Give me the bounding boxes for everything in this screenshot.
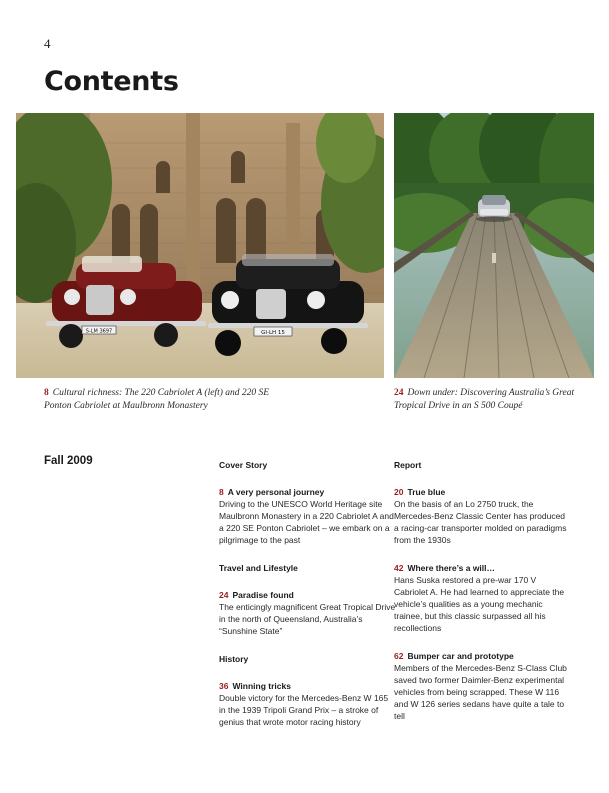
toc-entry-body: On the basis of an Lo 2750 truck, the Mercedes-Benz Classic Center has produced a racing-car transporter molded on paradigms from the 1930s xyxy=(394,499,567,545)
page-title: Contents xyxy=(44,66,179,97)
toc-entry-body: Double victory for the Mercedes-Benz W 165 in the 1939 Tripoli Grand Prix – a stroke of genius that wrote motor racing history xyxy=(219,693,389,727)
section-heading-travel: Travel and Lifestyle xyxy=(219,563,298,573)
caption-left-page: 8 xyxy=(44,388,49,398)
toc-entry[interactable] xyxy=(394,486,572,546)
toc-entry-body: The enticingly magnificent Great Tropical Drive in the north of Queensland, Australia’s “Sunshine State” xyxy=(219,602,396,636)
contents-column-right xyxy=(394,459,572,738)
toc-entry-body: Hans Suska restored a pre-war 170 V Cabriolet A. He had learned to appreciate the vehicle’s qualities as a young mechanic trainee, but this classic surpassed all his recollections xyxy=(394,575,565,633)
section-heading-history: History xyxy=(219,654,249,664)
toc-entry-title-text: A very personal journey xyxy=(227,487,325,497)
toc-entry-title-text: True blue xyxy=(407,487,446,497)
contents-column-middle xyxy=(219,459,397,744)
toc-entry-page: 20 xyxy=(394,487,404,497)
caption-right xyxy=(394,387,594,413)
toc-entry[interactable] xyxy=(394,650,572,722)
toc-entry-page: 62 xyxy=(394,651,404,661)
toc-entry[interactable] xyxy=(219,486,397,546)
toc-entry-title xyxy=(219,589,397,601)
toc-entry-page: 8 xyxy=(219,487,224,497)
toc-entry-title xyxy=(219,486,397,498)
toc-entry-title xyxy=(394,486,572,498)
toc-entry-title-text: Where there’s a will… xyxy=(407,563,496,573)
toc-entry-title xyxy=(394,650,572,662)
toc-entry[interactable] xyxy=(394,562,572,634)
issue-label: Fall 2009 xyxy=(44,455,93,467)
caption-right-page: 24 xyxy=(394,388,404,398)
toc-entry-title-text: Paradise found xyxy=(232,590,294,600)
toc-entry-page: 42 xyxy=(394,563,404,573)
left-plate-text: S-LM 3697 xyxy=(85,328,113,335)
caption-left xyxy=(44,387,284,413)
right-plate-text: GI-LH 15 xyxy=(261,330,285,336)
toc-entry-page: 24 xyxy=(219,590,229,600)
toc-entry-body: Members of the Mercedes-Benz S-Class Club saved two former Daimler-Benz experimental vehicles from being scrapped. These W 116 and W 126 series sedans have quite a tale to tell xyxy=(394,663,567,721)
car-on-wooden-bridge-photo xyxy=(394,113,594,378)
toc-entry-page: 36 xyxy=(219,681,229,691)
section-heading-report: Report xyxy=(394,460,422,470)
toc-entry-title xyxy=(394,562,572,574)
section-heading-cover-story: Cover Story xyxy=(219,460,268,470)
page-number: 4 xyxy=(44,36,51,51)
caption-right-text: Down under: Discovering Australia’s Great Tropical Drive in an S 500 Coupé xyxy=(394,388,575,411)
caption-left-text: Cultural richness: The 220 Cabriolet A (left) and 220 SE Ponton Cabriolet at Maulbronn Monastery xyxy=(44,388,270,411)
toc-entry[interactable] xyxy=(219,589,397,637)
toc-entry[interactable] xyxy=(219,680,397,728)
toc-entry-title xyxy=(219,680,397,692)
toc-entry-title-text: Bumper car and prototype xyxy=(407,651,514,661)
vintage-cabriolets-monastery-photo xyxy=(16,113,384,378)
toc-entry-body: Driving to the UNESCO World Heritage site Maulbronn Monastery in a 220 Cabriolet A and a 220 SE Ponton Cabriolet – we embark on a pilgrimage to the past xyxy=(219,499,394,545)
toc-entry-title-text: Winning tricks xyxy=(232,681,291,691)
